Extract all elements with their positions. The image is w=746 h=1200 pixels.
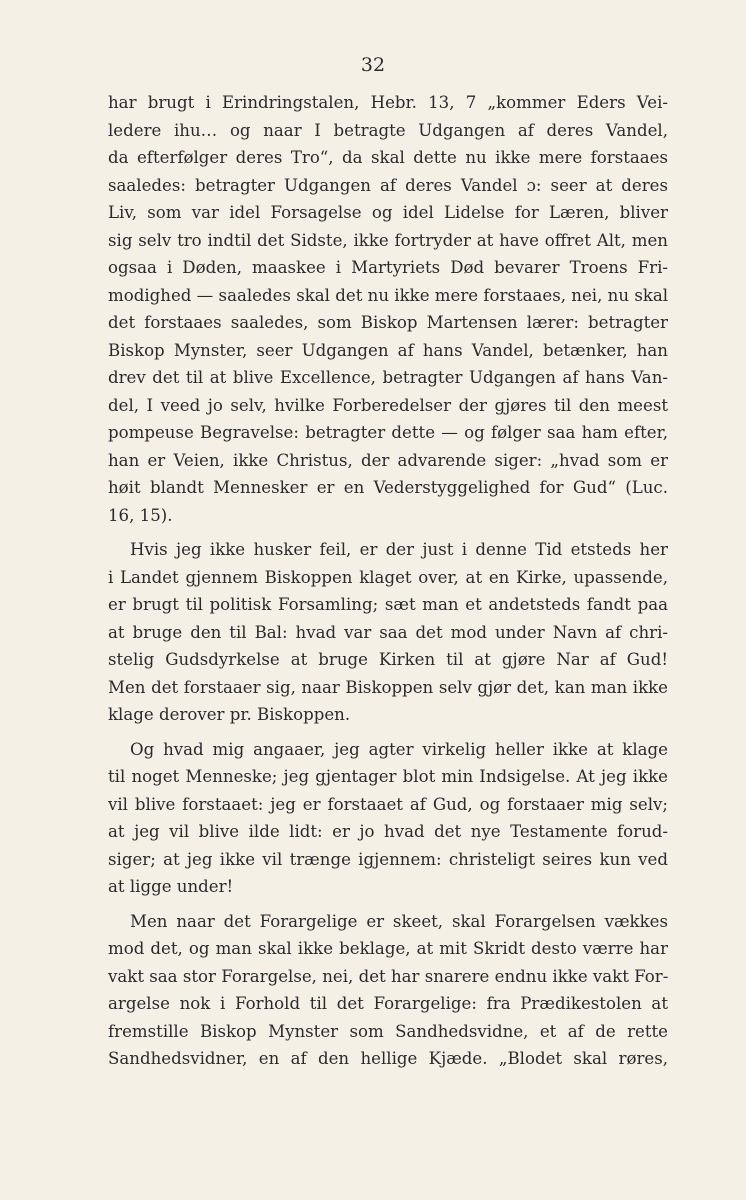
paragraph-4 [108,908,668,1073]
text-line: at bruge den til Bal: hvad var saa det mod under Navn af chri- [108,622,668,642]
text-line: da efterfølger deres Tro“, da skal dette nu ikke mere forstaaes [108,148,668,167]
text-line: Hvis jeg ikke husker feil, er der just i denne Tid etsteds her [130,540,668,559]
text-line: ogsaa i Døden, maaskee i Martyriets Død bevarer Troens Fri- [108,258,668,277]
text-line: Biskop Mynster, seer Udgangen af hans Vandel, betænker, han [108,340,668,360]
text-line: i Landet gjennem Biskoppen klaget over, at en Kirke, upassende, [108,567,668,587]
text-line: høit blandt Mennesker er en Vederstyggelighed for Gud“ (Luc. [108,478,668,497]
text-line: drev det til at blive Excellence, betragter Udgangen af hans Van- [108,368,668,387]
text-line: at ligge under! [108,877,234,896]
text-line: fremstille Biskop Mynster som Sandhedsvidne, et af de rette [108,1021,668,1041]
text-line: sig selv tro indtil det Sidste, ikke fortryder at have offret Alt, men [108,230,668,250]
text-line: Men naar det Forargelige er skeet, skal Forargelsen vækkes [130,911,668,931]
text-line: Liv, som var idel Forsagelse og idel Lidelse for Læren, bliver [108,203,668,222]
text-line: vakt saa stor Forargelse, nei, det har snarere endnu ikke vakt For- [108,966,668,986]
text-line: 16, 15). [108,505,173,525]
paragraph-1 [108,89,668,529]
text-line: mod det, og man skal ikke beklage, at mit Skridt desto værre har [108,939,668,958]
text-line: argelse nok i Forhold til det Forargelige: fra Prædikestolen at [108,994,668,1013]
text-line: ledere ihu… og naar I betragte Udgangen af deres Vandel, [108,120,668,140]
text-line: klage derover pr. Biskoppen. [108,705,351,724]
text-line: vil blive forstaaet: jeg er forstaaet af Gud, og forstaaer mig selv; [108,794,668,814]
text-line: del, I veed jo selv, hvilke Forberedelser der gjøres til den meest [108,395,668,415]
text-line: har brugt i Erindringstalen, Hebr. 13, 7 „kommer Eders Vei- [108,93,668,112]
text-line: Men det forstaaer sig, naar Biskoppen selv gjør det, kan man ikke [108,677,668,697]
text-line: modighed — saaledes skal det nu ikke mere forstaaes, nei, nu skal [108,285,668,305]
text-line: Sandhedsvidner, en af den hellige Kjæde. „Blodet skal røres, [108,1049,668,1068]
text-line: Og hvad mig angaaer, jeg agter virkelig heller ikke at klage [130,739,668,759]
text-line: stelig Gudsdyrkelse at bruge Kirken til at gjøre Nar af Gud! [108,650,668,669]
text-line: han er Veien, ikke Christus, der advarende siger: „hvad som er [108,450,668,470]
text-line: siger; at jeg ikke vil trænge igjennem: christeligt seires kun ved [108,849,668,869]
text-line: saaledes: betragter Udgangen af deres Vandel ɔ: seer at deres [108,175,668,195]
paragraph-2 [108,536,668,729]
text-line: er brugt til politisk Forsamling; sæt man et andetsteds fandt paa [108,595,668,614]
paragraph-3 [108,736,668,901]
text-line: det forstaaes saaledes, som Biskop Martensen lærer: betragter [108,313,668,332]
text-line: pompeuse Begravelse: betragter dette — og følger saa ham efter, [108,423,668,442]
text-line: til noget Menneske; jeg gjentager blot min Indsigelse. At jeg ikke [108,767,668,786]
text-line: at jeg vil blive ilde lidt: er jo hvad det nye Testamente forud- [108,822,668,841]
body-text [108,89,668,1080]
page-number: 32 [360,54,386,76]
